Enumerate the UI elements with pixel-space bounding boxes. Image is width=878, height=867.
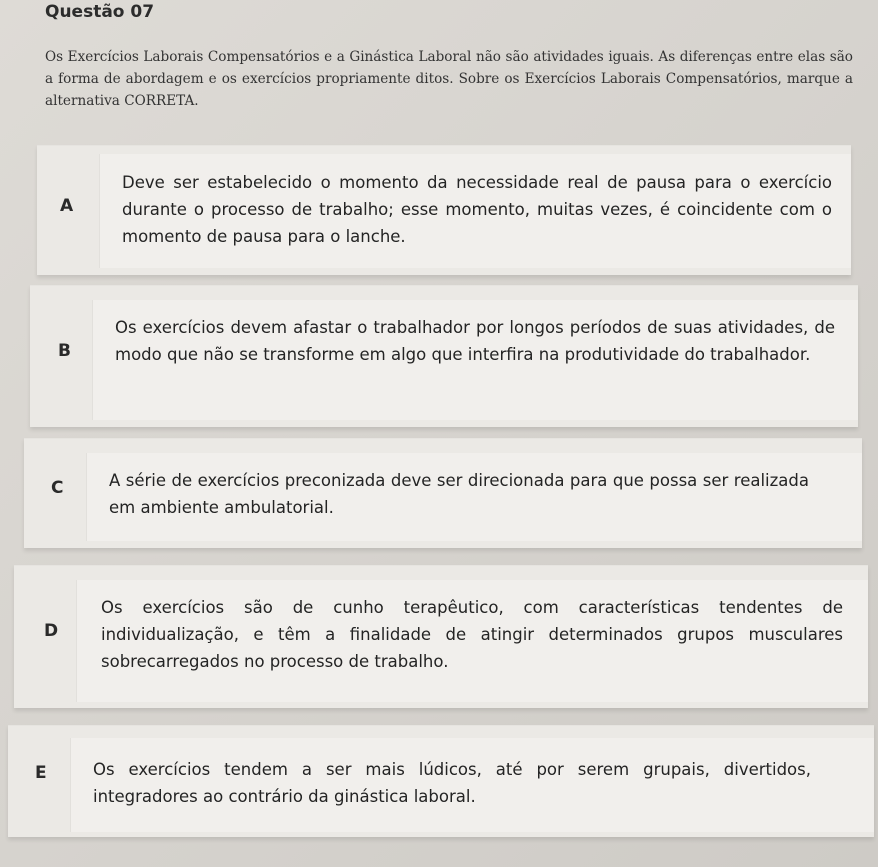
option-b[interactable]: [30, 285, 858, 427]
option-d[interactable]: [14, 565, 868, 708]
option-text: Os exercícios são de cunho terapêutico, com características tendentes de individualização, e têm a finalidade de atingir determinados grupos musculares sobrecarregados no processo de trabalho.: [101, 598, 843, 671]
question-title: Questão 07: [45, 2, 155, 22]
option-letter: E: [35, 763, 47, 783]
option-e[interactable]: [8, 725, 874, 837]
option-text: Deve ser estabelecido o momento da necessidade real de pausa para o exercício durante o processo de trabalho; esse momento, muitas vezes, é coincidente com o momento de pausa para o lanche.: [122, 173, 832, 246]
option-letter: D: [44, 621, 59, 641]
option-text: Os exercícios devem afastar o trabalhador por longos períodos de suas atividades, de modo que não se transforme em algo que interfira na produtividade do trabalhador.: [115, 318, 835, 364]
option-c[interactable]: [24, 438, 862, 548]
option-text: Os exercícios tendem a ser mais lúdicos, até por serem grupais, divertidos, integradores ao contrário da ginástica laboral.: [93, 760, 811, 806]
option-a[interactable]: [37, 145, 851, 275]
option-letter: A: [60, 196, 74, 216]
question-stem: Os Exercícios Laborais Compensatórios e a Ginástica Laboral não são atividades iguais. As diferenças entre elas são a forma de abordagem e os exercícios propriamente ditos. Sobre os Exercícios Laborais Compensatórios, marque a alternativa CORRETA.: [45, 49, 853, 109]
option-text: A série de exercícios preconizada deve ser direcionada para que possa ser realizada em ambiente ambulatorial.: [109, 471, 809, 517]
option-letter: B: [58, 341, 71, 361]
option-letter: C: [51, 478, 64, 498]
